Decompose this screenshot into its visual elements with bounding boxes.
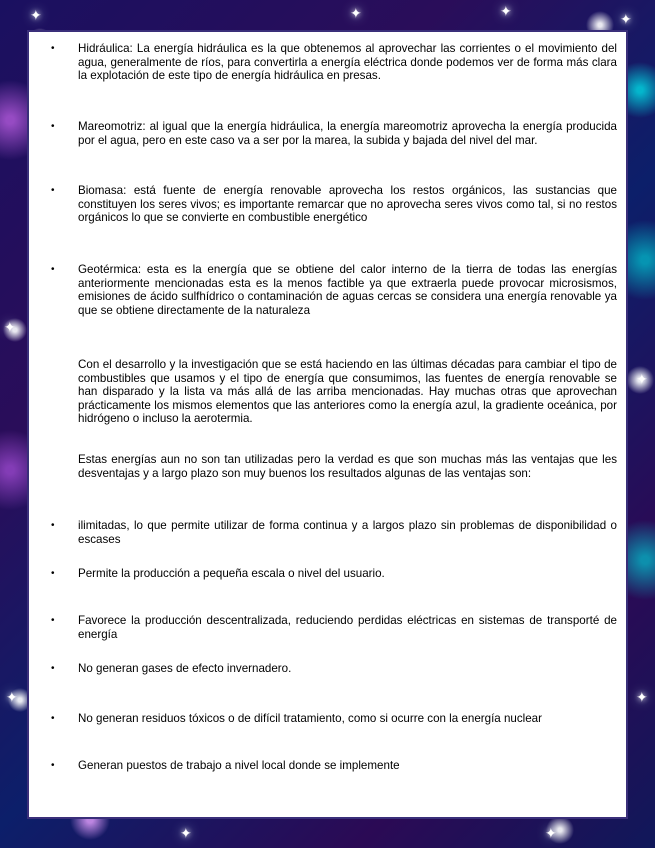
bullet-marker: •: [51, 185, 55, 196]
list-item-text: No generan gases de efecto invernadero.: [78, 662, 292, 675]
list-item-text: Biomasa: está fuente de energía renovable aprovecha los restos orgánicos, las sustancias que constituyen los seres vivos; es importante remarcar que no aprovecha seres vivos como tal, si no restos orgánicos lo que se convierte en combustible energético: [78, 184, 617, 225]
bullet-marker: •: [51, 520, 55, 531]
sparkle-icon: ✦: [180, 825, 192, 841]
bullet-marker: •: [51, 264, 55, 275]
sparkle-icon: ✦: [545, 825, 557, 841]
bullet-marker: •: [51, 663, 55, 674]
bullet-marker: •: [51, 568, 55, 579]
bullet-marker: •: [51, 121, 55, 132]
sparkle-icon: ✦: [30, 7, 42, 23]
list-item-text: ilimitadas, lo que permite utilizar de forma continua y a largos plazo sin problemas de disponibilidad o escases: [78, 519, 617, 546]
sparkle-icon: ✦: [620, 11, 632, 27]
body-paragraph: Con el desarrollo y la investigación que se está haciendo en las últimas décadas para cambiar el tipo de combustibles que usamos y el tipo de energía que consumimos, las fuentes de energía renovable se han disparado y la lista va más allá de las arriba mencionadas. Hay muchas otras que aprovechan prácticamente los mismos elementos que las anteriores como la energía azul, la gradiente oceánica, por hidrógeno o incluso la aerotermia.: [78, 358, 617, 426]
sparkle-icon: ✦: [350, 5, 362, 21]
list-item-text: Generan puestos de trabajo a nivel local donde se implemente: [78, 759, 400, 772]
bullet-marker: •: [51, 615, 55, 626]
sparkle-icon: ✦: [4, 319, 16, 335]
sparkle-icon: ✦: [6, 689, 18, 705]
list-item-text: Mareomotriz: al igual que la energía hidráulica, la energía mareomotriz aprovecha la energía producida por el agua, pero en este caso va a ser por la marea, la subida y bajada del nivel del mar.: [78, 120, 617, 147]
bullet-marker: •: [51, 760, 55, 771]
sparkle-icon: ✦: [500, 3, 512, 19]
list-item-text: Hidráulica: La energía hidráulica es la que obtenemos al aprovechar las corrientes o el movimiento del agua, generalmente de ríos, para convertirla a energía eléctrica donde podemos ver de forma más clara la explotación de este tipo de energía hidráulica en presas.: [78, 42, 617, 83]
list-item-text: Favorece la producción descentralizada, reduciendo perdidas eléctricas en sistemas de transporté de energía: [78, 614, 617, 641]
bullet-marker: •: [51, 43, 55, 54]
list-item-text: Geotérmica: esta es la energía que se obtiene del calor interno de la tierra de todas las energías anteriormente mencionadas esta es la menos factible ya que extraerla puede provocar microsismos, emisiones de ácido sulfhídrico o contaminación de aguas cercas se considera una energía renovable ya que se obtiene directamente de la naturaleza: [78, 263, 617, 317]
bullet-marker: •: [51, 713, 55, 724]
sparkle-icon: ✦: [636, 689, 648, 705]
text-page: [27, 30, 628, 819]
body-paragraph: Estas energías aun no son tan utilizadas pero la verdad es que son muchas más las ventajas que les desventajas y a largo plazo son muy buenos los resultados algunas de las ventajas son:: [78, 453, 617, 480]
sparkle-icon: ✦: [636, 371, 648, 387]
list-item-text: No generan residuos tóxicos o de difícil tratamiento, como si ocurre con la energía nuclear: [78, 712, 542, 725]
list-item-text: Permite la producción a pequeña escala o nivel del usuario.: [78, 567, 385, 580]
